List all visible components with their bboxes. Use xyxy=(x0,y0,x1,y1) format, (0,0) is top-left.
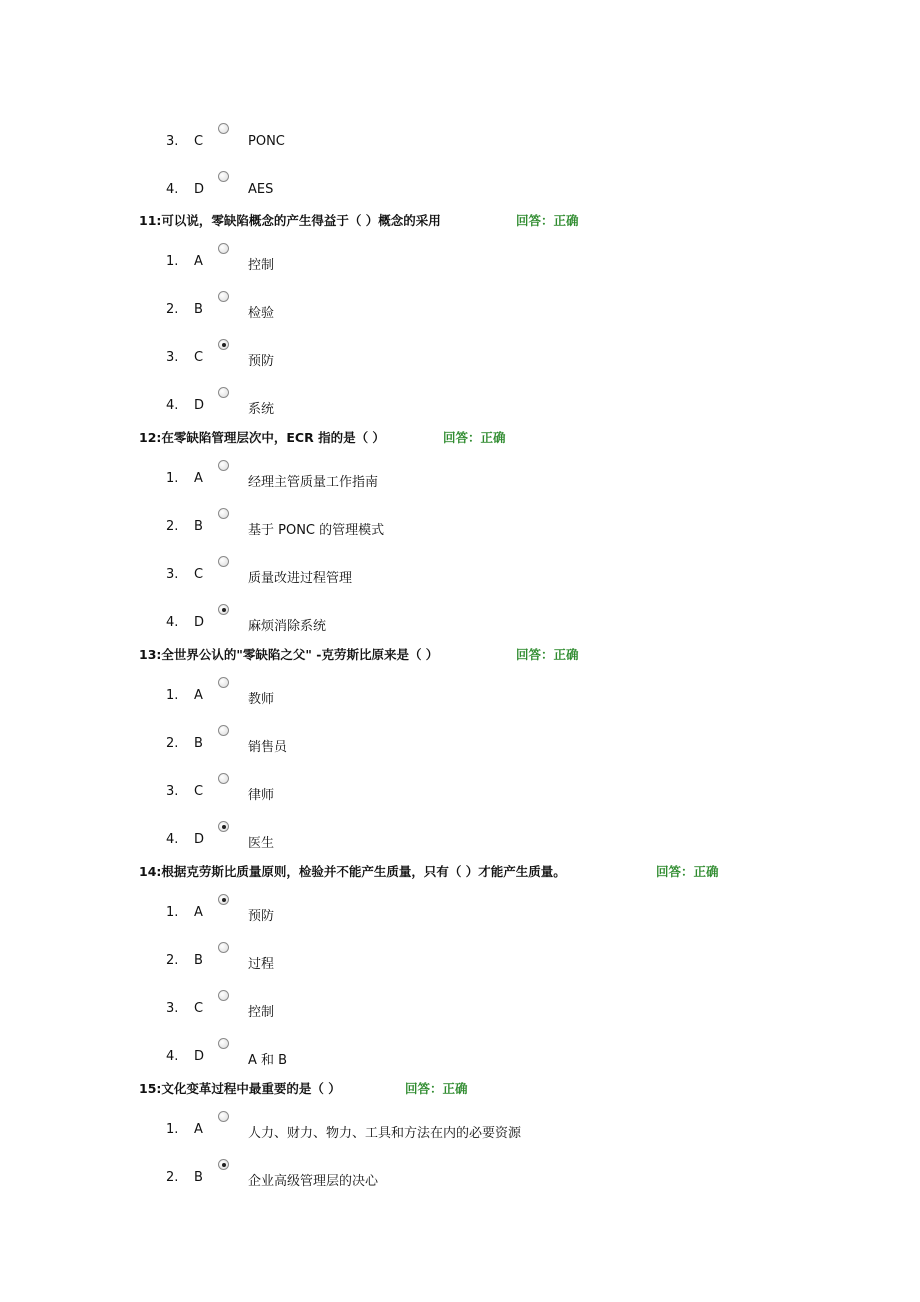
option-q12-d[interactable] xyxy=(0,613,920,637)
radio-button[interactable] xyxy=(218,508,229,519)
question-text: 11:可以说，零缺陷概念的产生得益于（ ）概念的采用 xyxy=(139,213,441,228)
option-text: A 和 B xyxy=(248,1053,288,1068)
option-letter: D xyxy=(194,615,205,630)
option-q13-d[interactable] xyxy=(0,830,920,854)
option-letter: B xyxy=(194,519,203,534)
radio-button[interactable] xyxy=(218,1038,229,1049)
radio-button[interactable] xyxy=(218,387,229,398)
option-text: 教师 xyxy=(248,692,275,707)
answer-status: 回答：正确 xyxy=(516,213,579,228)
radio-button[interactable] xyxy=(218,123,229,134)
question-title-11 xyxy=(139,211,579,229)
option-letter: D xyxy=(194,832,205,847)
option-q10-d[interactable] xyxy=(0,180,920,204)
question-title-14 xyxy=(139,862,719,880)
option-number: 2. xyxy=(166,953,179,968)
option-q11-b[interactable] xyxy=(0,300,920,324)
option-number: 3. xyxy=(166,350,179,365)
option-letter: D xyxy=(194,1049,205,1064)
answer-status: 回答：正确 xyxy=(656,864,719,879)
option-number: 4. xyxy=(166,398,179,413)
option-text: 预防 xyxy=(248,354,275,369)
radio-button[interactable] xyxy=(218,460,229,471)
option-text: 系统 xyxy=(248,402,275,417)
option-number: 4. xyxy=(166,182,179,197)
option-text: 销售员 xyxy=(248,740,288,755)
option-letter: B xyxy=(194,953,203,968)
option-letter: C xyxy=(194,567,204,582)
option-letter: C xyxy=(194,134,204,149)
option-q11-c[interactable] xyxy=(0,348,920,372)
question-text: 14:根据克劳斯比质量原则，检验并不能产生质量，只有（ ）才能产生质量。 xyxy=(139,864,566,879)
option-q13-c[interactable] xyxy=(0,782,920,806)
option-q15-a[interactable] xyxy=(0,1120,920,1144)
option-number: 3. xyxy=(166,134,179,149)
option-q14-b[interactable] xyxy=(0,951,920,975)
answer-status: 回答：正确 xyxy=(405,1081,468,1096)
option-number: 4. xyxy=(166,1049,179,1064)
option-letter: C xyxy=(194,784,204,799)
option-text: 经理主管质量工作指南 xyxy=(248,475,379,490)
option-number: 2. xyxy=(166,302,179,317)
option-text: PONC xyxy=(248,134,285,149)
radio-button-selected[interactable] xyxy=(218,604,229,615)
option-q14-d[interactable] xyxy=(0,1047,920,1071)
option-text: 人力、财力、物力、工具和方法在内的必要资源 xyxy=(248,1126,522,1141)
question-title-12 xyxy=(139,428,506,446)
option-number: 1. xyxy=(166,254,179,269)
option-text: 检验 xyxy=(248,306,275,321)
option-q14-a[interactable] xyxy=(0,903,920,927)
radio-button[interactable] xyxy=(218,725,229,736)
option-text: 预防 xyxy=(248,909,275,924)
option-text: 麻烦消除系统 xyxy=(248,619,327,634)
option-text: 医生 xyxy=(248,836,275,851)
option-text: 控制 xyxy=(248,1005,275,1020)
option-q12-b[interactable] xyxy=(0,517,920,541)
radio-button[interactable] xyxy=(218,1111,229,1122)
radio-button[interactable] xyxy=(218,773,229,784)
radio-button[interactable] xyxy=(218,243,229,254)
radio-button[interactable] xyxy=(218,171,229,182)
option-q12-c[interactable] xyxy=(0,565,920,589)
question-text: 15:文化变革过程中最重要的是（ ） xyxy=(139,1081,341,1096)
question-text: 12:在零缺陷管理层次中，ECR 指的是（ ） xyxy=(139,430,385,445)
option-number: 3. xyxy=(166,567,179,582)
radio-button[interactable] xyxy=(218,556,229,567)
option-letter: C xyxy=(194,1001,204,1016)
radio-button[interactable] xyxy=(218,291,229,302)
option-number: 2. xyxy=(166,519,179,534)
radio-button-selected[interactable] xyxy=(218,894,229,905)
option-q11-d[interactable] xyxy=(0,396,920,420)
radio-button-selected[interactable] xyxy=(218,1159,229,1170)
question-text: 13:全世界公认的"零缺陷之父" -克劳斯比原来是（ ） xyxy=(139,647,439,662)
option-letter: A xyxy=(194,254,203,269)
answer-status: 回答：正确 xyxy=(443,430,506,445)
option-letter: D xyxy=(194,182,205,197)
option-q10-c[interactable] xyxy=(0,132,920,156)
option-q12-a[interactable] xyxy=(0,469,920,493)
radio-button[interactable] xyxy=(218,942,229,953)
question-title-13 xyxy=(139,645,579,663)
option-number: 1. xyxy=(166,688,179,703)
option-letter: B xyxy=(194,736,203,751)
option-text: 律师 xyxy=(248,788,275,803)
radio-button[interactable] xyxy=(218,990,229,1001)
option-text: 企业高级管理层的决心 xyxy=(248,1174,379,1189)
radio-button-selected[interactable] xyxy=(218,821,229,832)
option-number: 1. xyxy=(166,1122,179,1137)
option-letter: A xyxy=(194,1122,203,1137)
option-number: 1. xyxy=(166,471,179,486)
option-text: 过程 xyxy=(248,957,275,972)
answer-status: 回答：正确 xyxy=(516,647,579,662)
radio-button[interactable] xyxy=(218,677,229,688)
option-number: 4. xyxy=(166,615,179,630)
option-number: 3. xyxy=(166,784,179,799)
option-letter: C xyxy=(194,350,204,365)
option-number: 2. xyxy=(166,1170,179,1185)
option-letter: A xyxy=(194,471,203,486)
option-q15-b[interactable] xyxy=(0,1168,920,1192)
radio-button-selected[interactable] xyxy=(218,339,229,350)
option-text: AES xyxy=(248,182,274,197)
option-number: 3. xyxy=(166,1001,179,1016)
option-letter: B xyxy=(194,302,203,317)
option-letter: D xyxy=(194,398,205,413)
option-letter: B xyxy=(194,1170,203,1185)
option-text: 质量改进过程管理 xyxy=(248,571,353,586)
option-q14-c[interactable] xyxy=(0,999,920,1023)
option-q11-a[interactable] xyxy=(0,252,920,276)
option-text: 控制 xyxy=(248,258,275,273)
option-number: 2. xyxy=(166,736,179,751)
option-letter: A xyxy=(194,905,203,920)
option-q13-a[interactable] xyxy=(0,686,920,710)
option-number: 4. xyxy=(166,832,179,847)
question-title-15 xyxy=(139,1079,468,1097)
option-q13-b[interactable] xyxy=(0,734,920,758)
option-text: 基于 PONC 的管理模式 xyxy=(248,523,385,538)
option-number: 1. xyxy=(166,905,179,920)
option-letter: A xyxy=(194,688,203,703)
